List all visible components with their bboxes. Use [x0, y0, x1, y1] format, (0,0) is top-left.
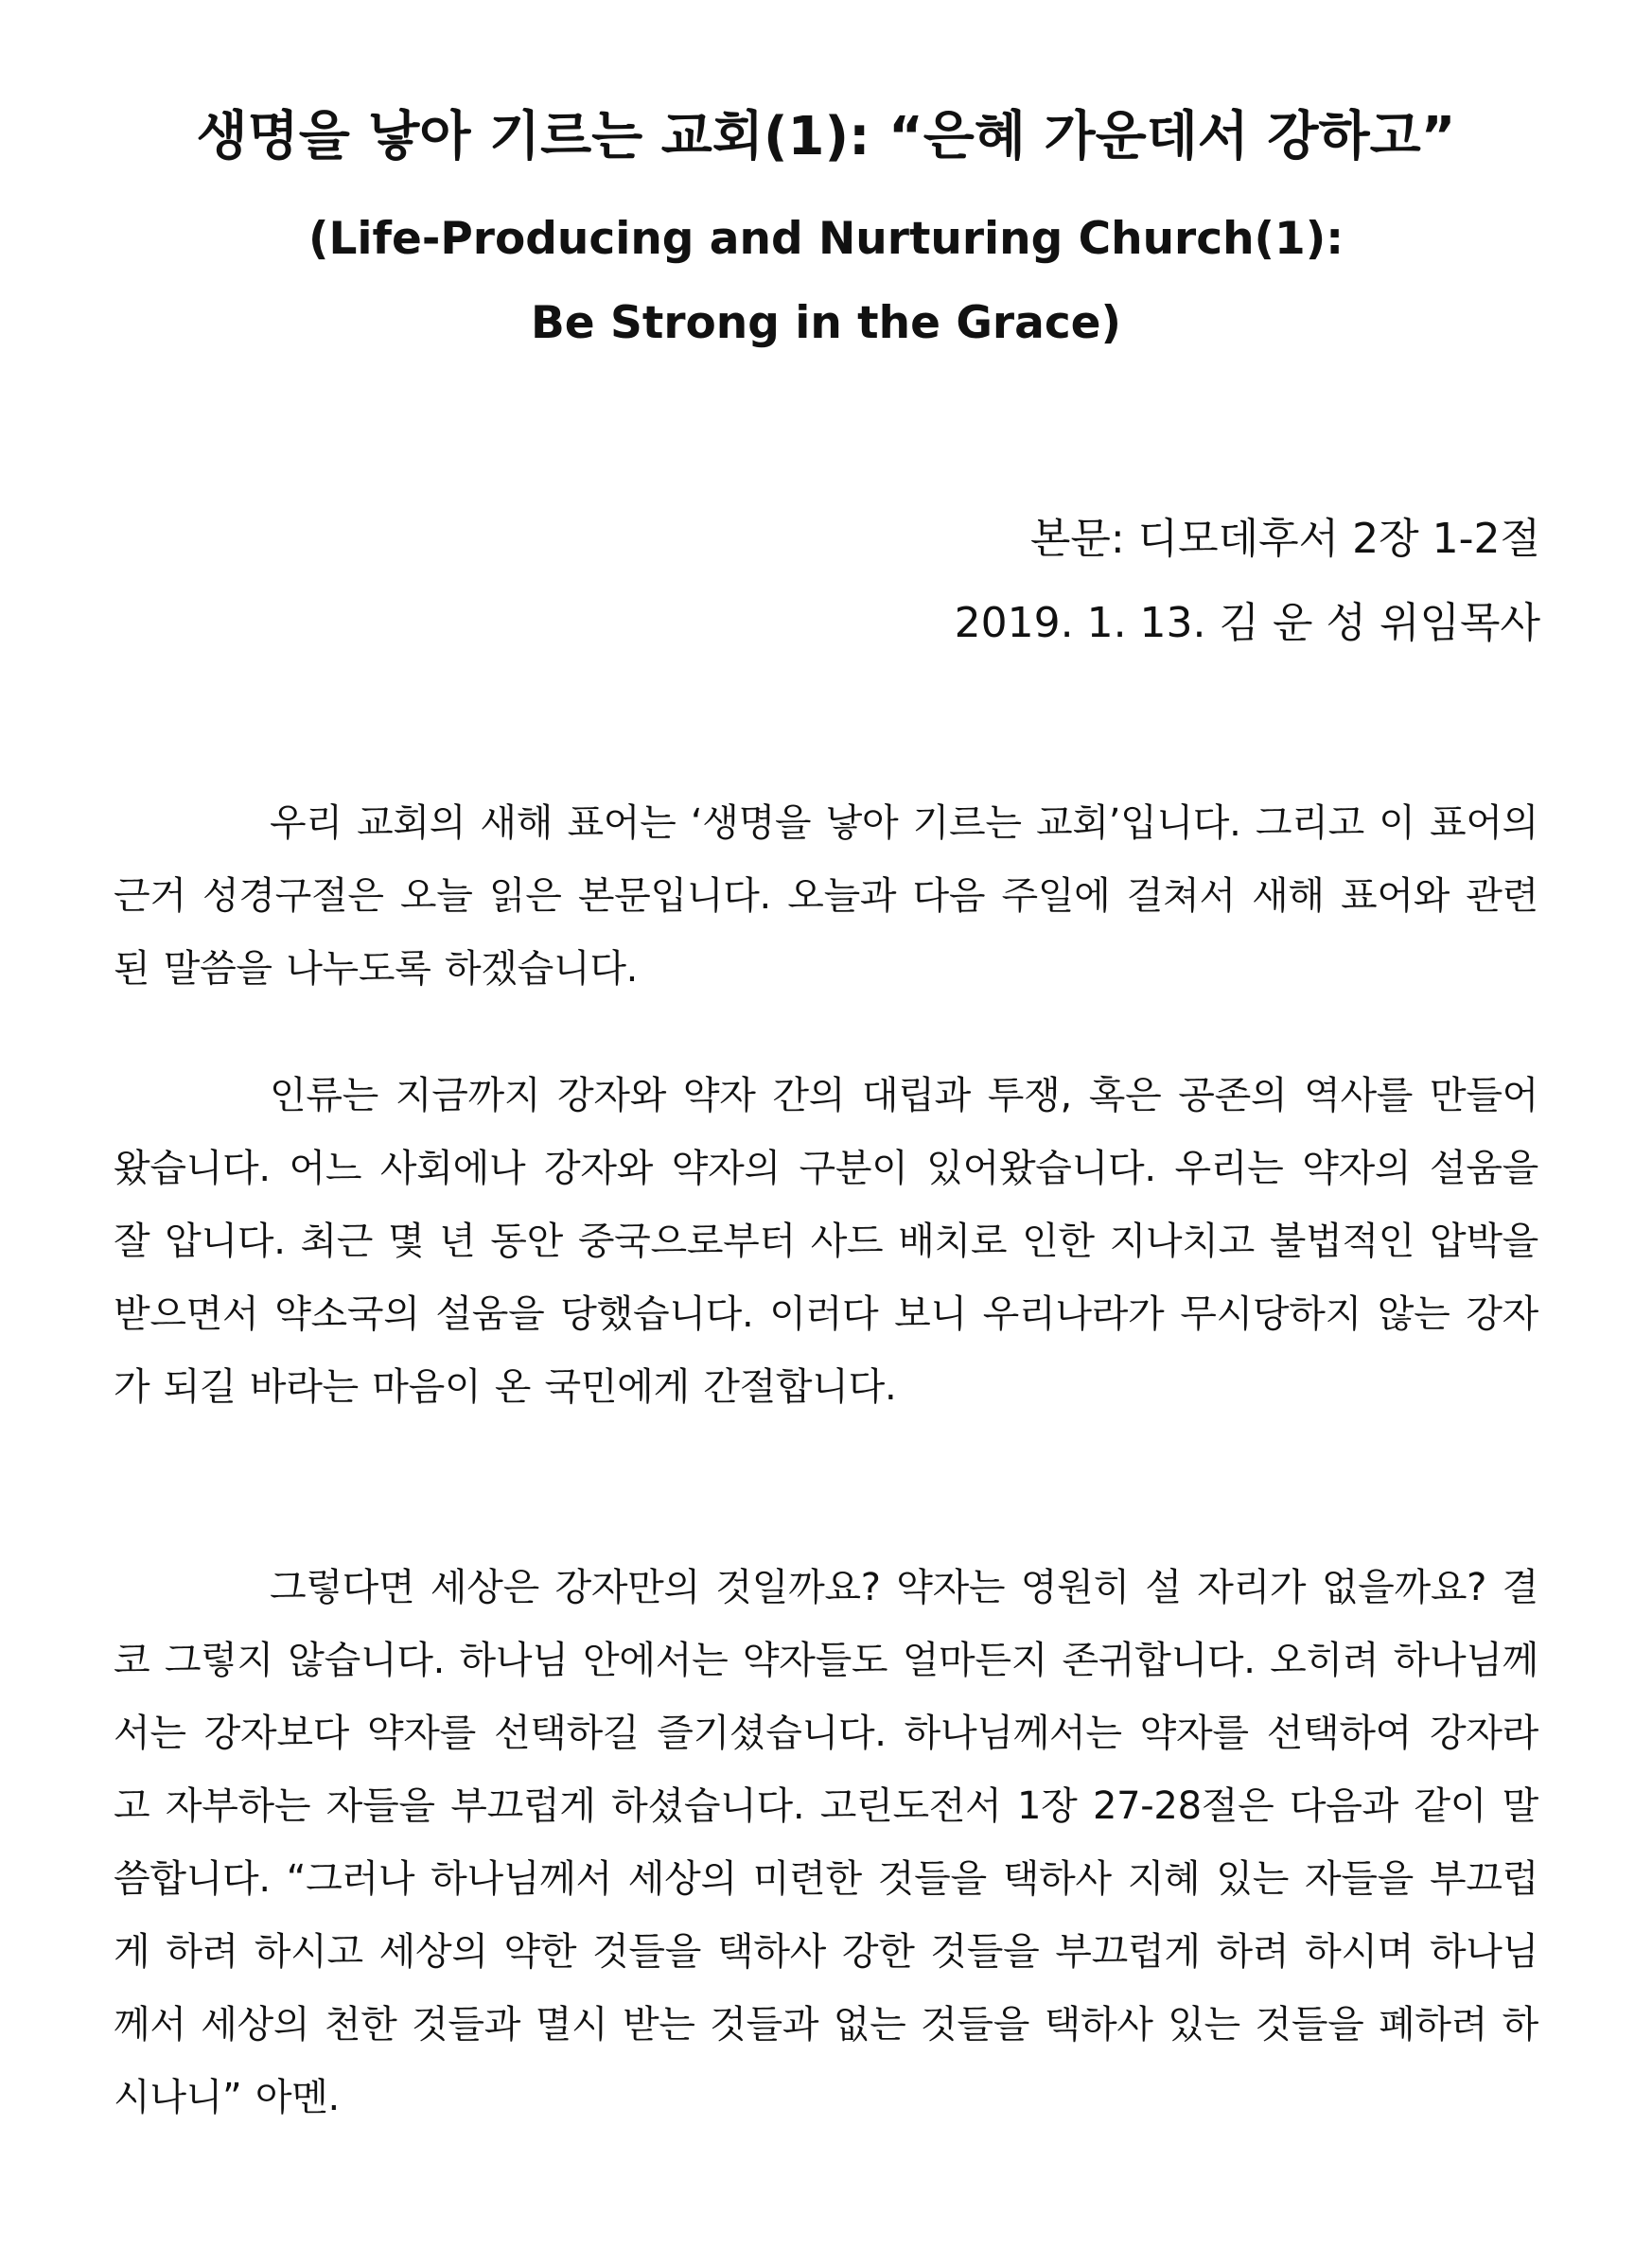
sermon-title: 생명을 낳아 기르는 교회(1): “은혜 가운데서 강하고” [196, 106, 1456, 167]
scripture-reference: 본문: 디모데후서 2장 1-2절 [1029, 515, 1540, 563]
sermon-subtitle [114, 197, 1538, 365]
subtitle-line-1: (Life-Producing and Nurturing Church(1): [308, 213, 1344, 265]
body-paragraph: 그렇다면 세상은 강자만의 것일까요? 약자는 영원히 설 자리가 없을까요? 결코 그렇지 않습니다. 하나님 안에서는 약자들도 얼마든지 존귀합니다. 오히려 하나님께서는 강자보다 약자를 선택하길 즐기셨습니다. 하나님께서는 약자를 선택하여 강자라고 자부하는 자들을 부끄럽게 하셨습니다. 고린도전서 1장 27-28절은 다음과 같이 말씀합니다. “그러나 하나님께서 세상의 미련한 것들을 택하사 지혜 있는 자들을 부끄럽게 하려 하시고 세상의 약한 것들을 택하사 강한 것들을 부끄럽게 하려 하시며 하나님께서 세상의 천한 것들과 멸시 받는 것들과 없는 것들을 택하사 있는 것들을 폐하려 하시나니” 아멘. [114, 1566, 1538, 2119]
subtitle-line-2: Be Strong in the Grace) [530, 297, 1122, 349]
sermon-meta [955, 497, 1540, 665]
body-paragraph: 인류는 지금까지 강자와 약자 간의 대립과 투쟁, 혹은 공존의 역사를 만들어 왔습니다. 어느 사회에나 강자와 약자의 구분이 있어왔습니다. 우리는 약자의 설움을 잘 압니다. 최근 몇 년 동안 중국으로부터 사드 배치로 인한 지나치고 불법적인 압박을 받으면서 약소국의 설움을 당했습니다. 이러다 보니 우리나라가 무시당하지 않는 강자가 되길 바라는 마음이 온 국민에게 간절합니다. [114, 1074, 1538, 1409]
body-paragraph: 우리 교회의 새해 표어는 ‘생명을 낳아 기르는 교회’입니다. 그리고 이 표어의 근거 성경구절은 오늘 읽은 본문입니다. 오늘과 다음 주일에 걸쳐서 새해 표어와 관련된 말씀을 나누도록 하겠습니다. [114, 801, 1538, 991]
date-and-author: 2019. 1. 13. 김 운 성 위임목사 [954, 599, 1540, 647]
